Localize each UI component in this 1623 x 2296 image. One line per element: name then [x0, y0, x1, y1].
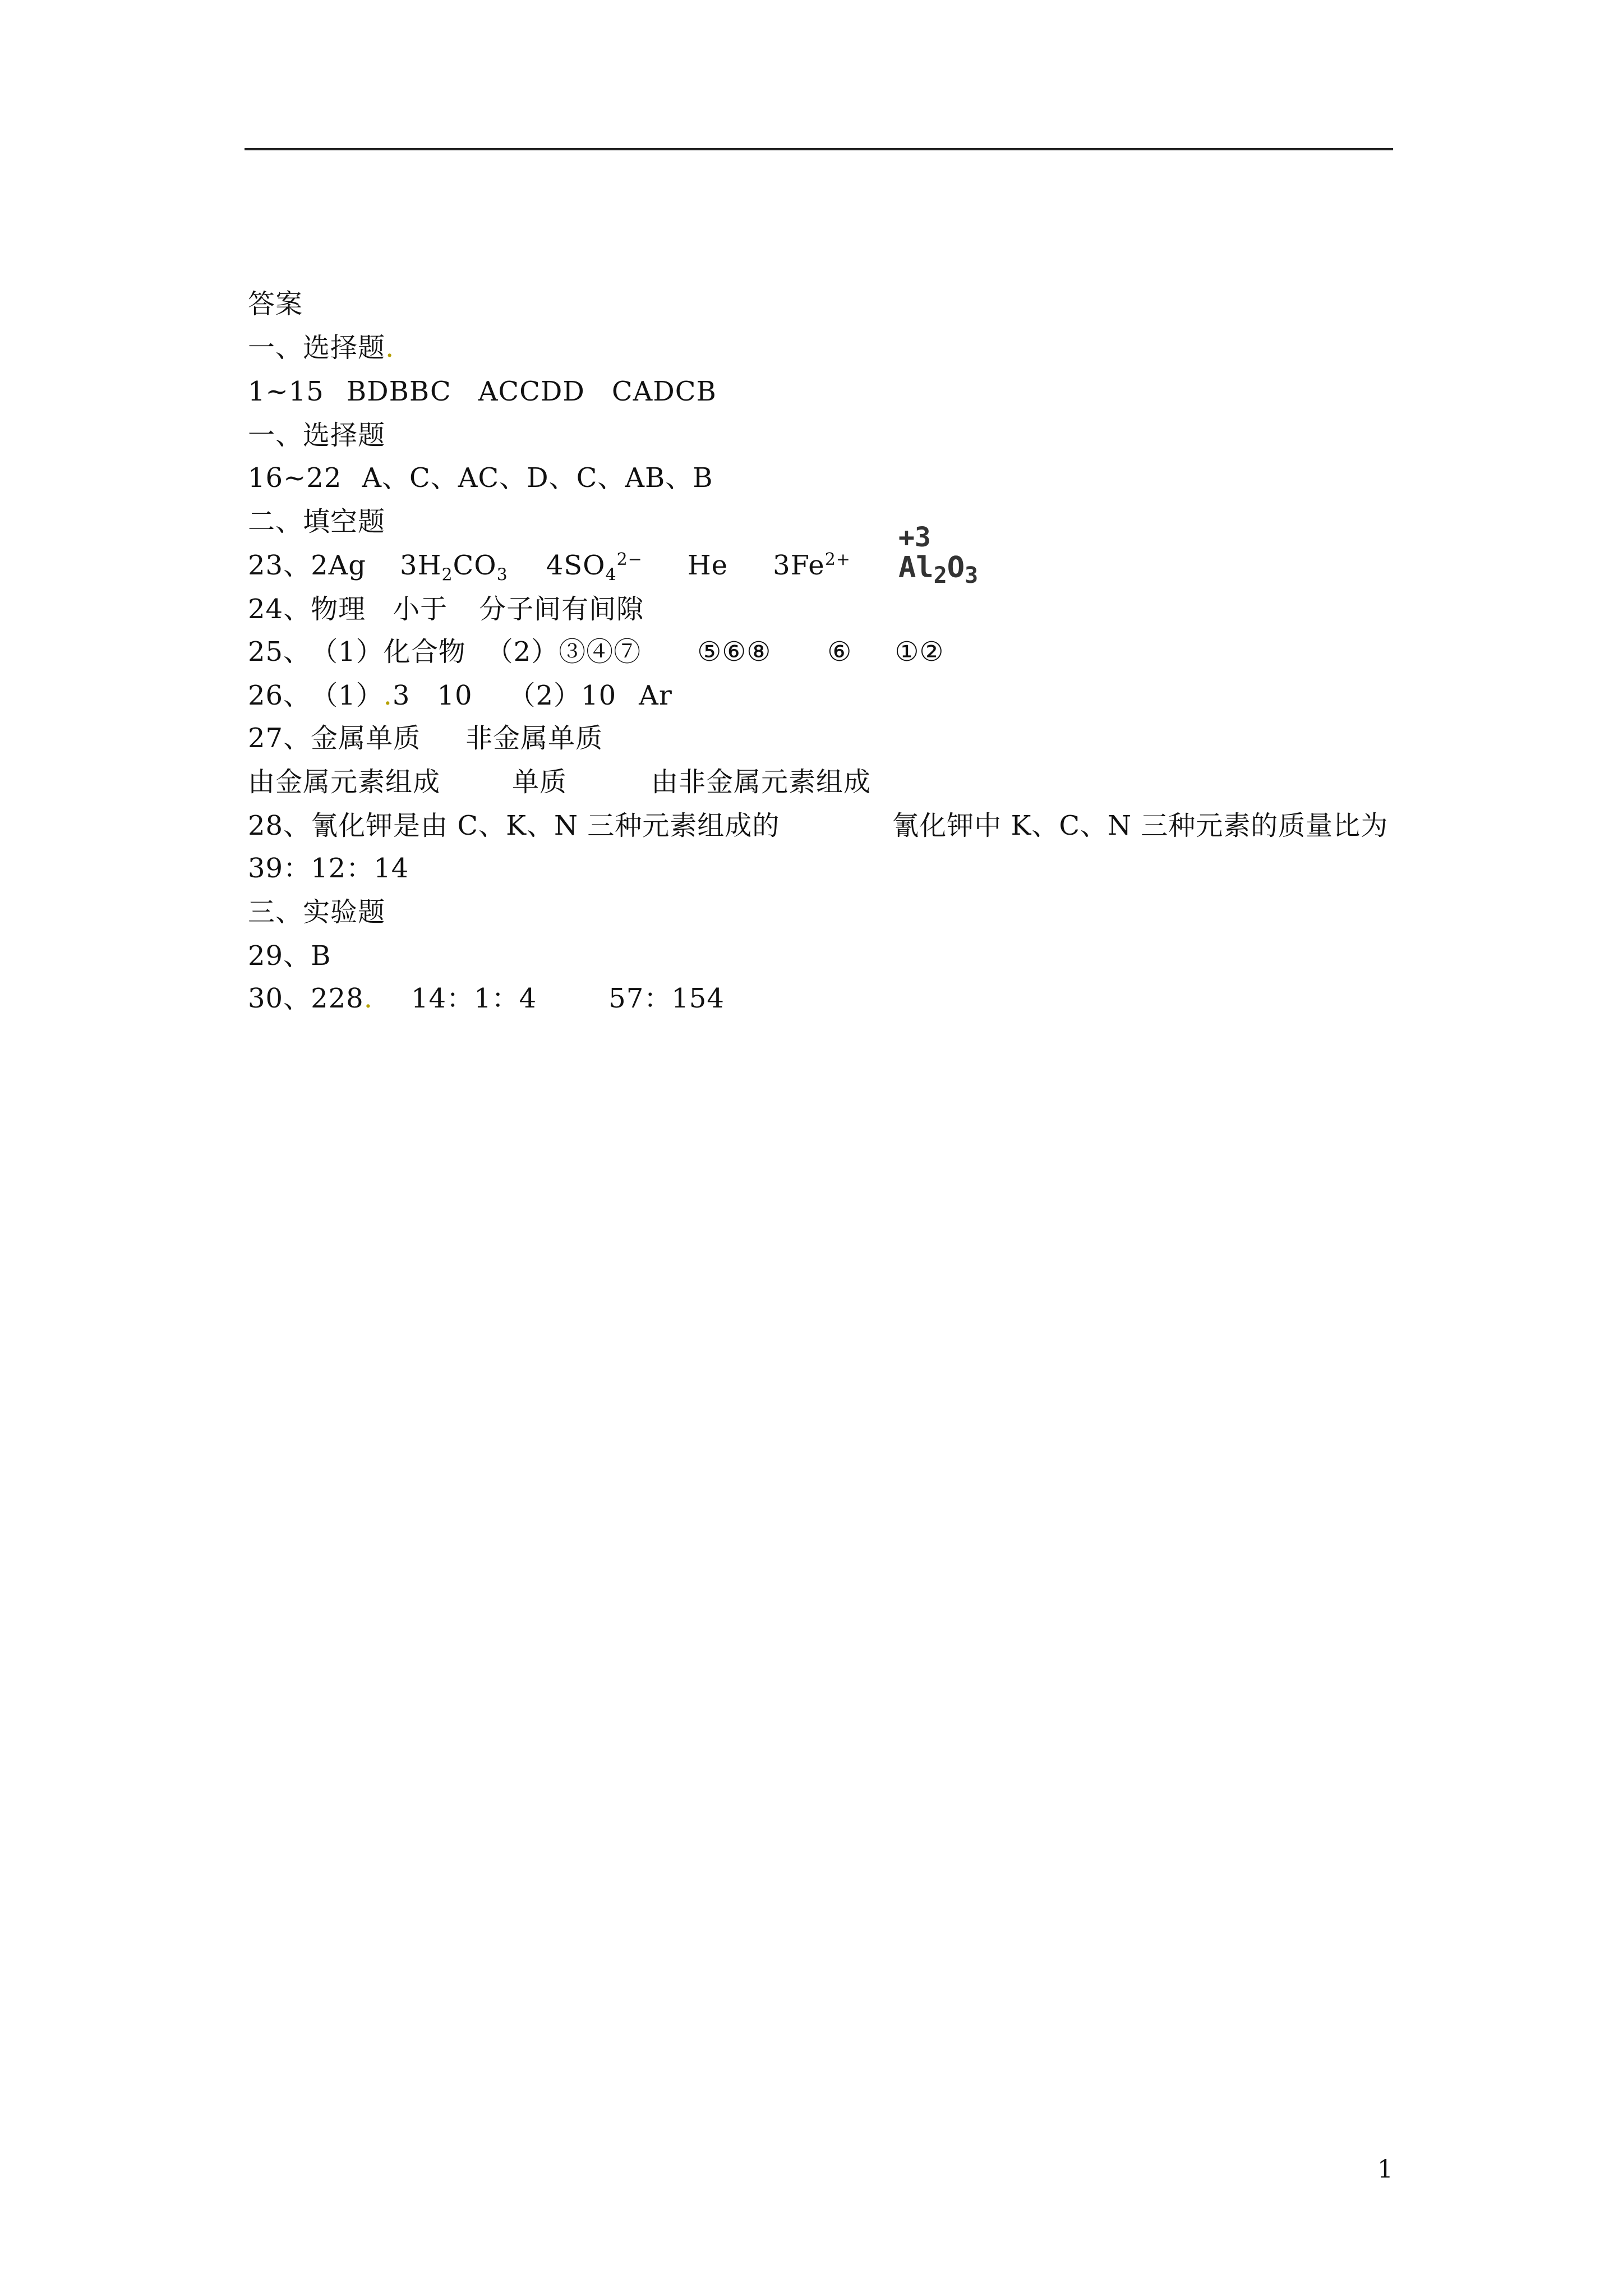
section-heading-fill: 二、填空题: [248, 506, 386, 537]
valence-charge: +3: [898, 522, 931, 553]
answer-2ag: 2Ag: [311, 550, 367, 581]
header-rule: [245, 148, 1393, 150]
answers-16-22: [248, 460, 713, 496]
stray-dot: .: [385, 332, 395, 364]
answer-28: 28、氰化钾是由 C、K、N 三种元素组成的 氰化钾中 K、C、N 三种元素的质量比为: [248, 808, 1388, 844]
answer-al2o3-image: [898, 523, 994, 590]
answers-group-2: ACCDD: [478, 376, 585, 407]
answer-27-cont: 由金属元素组成 单质 由非金属元素组成: [248, 766, 872, 798]
answers-group-1: BDBBC: [346, 376, 451, 407]
answer-fe: $3Fe^{2+}$: [773, 550, 851, 581]
answer-30: 30、228. 14：1：4 57：154: [248, 981, 725, 1016]
q-number: 26、: [248, 680, 311, 711]
q-number: 30、: [248, 983, 311, 1014]
range: 1~15: [248, 376, 324, 407]
q-number: 24、: [248, 593, 311, 625]
answers-group-3: CADCB: [611, 376, 717, 407]
answer-24: 24、物理 小于 分子间有间隙: [248, 591, 644, 627]
q-number: 27、: [248, 723, 311, 754]
q-number: 25、: [248, 636, 311, 668]
answer-23: [248, 547, 851, 583]
answer-27: 27、金属单质 非金属单质: [248, 720, 603, 756]
formula: $Al_2O_3$: [898, 551, 979, 588]
answer-so4: $4SO_4^{2-}$: [546, 550, 643, 585]
answers: A、C、AC、D、C、AB、B: [362, 462, 713, 494]
section-heading-choice: [248, 330, 394, 366]
q-number: 28、: [248, 810, 311, 841]
answer-title: 答案: [248, 288, 303, 320]
answer-25: 25、（1）化合物 （2）③④⑦ ⑤⑥⑧ ⑥ ①②: [248, 634, 944, 670]
section-heading-choice-2: 一、选择题: [248, 420, 386, 451]
answer-26: 26、（1）.3 10 （2）10 Ar: [248, 678, 672, 714]
q-number: 23、: [248, 550, 311, 581]
section-label: 一、选择题: [248, 332, 386, 364]
page-number: 1: [1377, 2155, 1393, 2184]
answer-he: He: [687, 550, 728, 581]
answer-h2co3: $3H_2CO_3$: [400, 550, 508, 585]
answers-1-15: [248, 374, 717, 409]
section-heading-experiment: 三、实验题: [248, 896, 386, 928]
answer-28-cont: 39：12：14: [248, 853, 409, 884]
range: 16~22: [248, 462, 342, 494]
answer-29: 29、B: [248, 940, 331, 972]
